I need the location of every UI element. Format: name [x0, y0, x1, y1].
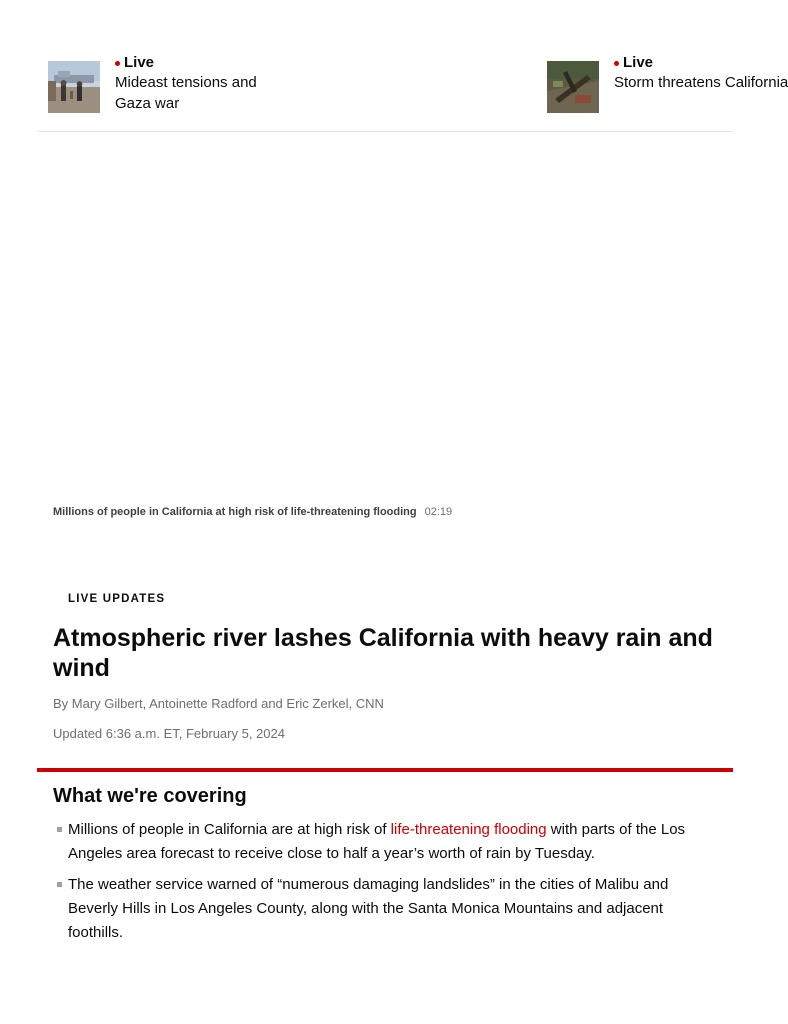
ticker-thumbnail-mideast: [48, 61, 100, 113]
covering-bullet: [57, 818, 717, 866]
ticker-item-storm[interactable]: [547, 54, 788, 113]
section-divider: [37, 768, 733, 772]
bullet-text: The weather service warned of “numerous damaging landslides” in the cities of Malibu and Beverly Hills in Los Angeles County, along with the Santa Monica Mountains and adjacent foothills.: [68, 876, 669, 941]
bullet-text-before: Millions of people in California are at high risk of: [68, 821, 391, 838]
live-badge: [115, 54, 285, 72]
page-title: Atmospheric river lashes California with heavy rain and wind: [53, 624, 713, 682]
covering-title: What we're covering: [53, 785, 247, 807]
byline: By Mary Gilbert, Antoinette Radford and Eric Zerkel, CNN: [53, 696, 384, 711]
updated-timestamp: Updated 6:36 a.m. ET, February 5, 2024: [53, 726, 285, 741]
live-dot-icon: [115, 61, 120, 66]
ticker-headline[interactable]: Mideast tensions and Gaza war: [115, 74, 257, 112]
live-ticker: [37, 40, 788, 132]
ticker-headline[interactable]: [614, 72, 788, 93]
video-player[interactable]: [37, 133, 733, 493]
video-caption-title: Millions of people in California at high risk of life-threatening flooding: [53, 506, 417, 518]
ticker-item-mideast[interactable]: [48, 54, 285, 114]
live-label: Live: [623, 54, 654, 71]
bullet-text-after: with parts of the Los Angeles area forecast to receive close to half a year’s worth of rain by Tuesday.: [68, 821, 686, 862]
flooding-link[interactable]: life-threatening flooding: [390, 821, 547, 838]
live-dot-icon: [614, 61, 619, 66]
covering-list: [57, 818, 717, 952]
video-caption: [53, 505, 452, 519]
ticker-headline-text: Storm threatens California: [614, 74, 788, 91]
ticker-thumbnail-storm: [547, 61, 599, 113]
live-badge: [614, 54, 744, 72]
video-duration: 02:19: [424, 506, 453, 518]
live-updates-kicker: LIVE UPDATES: [68, 593, 166, 605]
covering-bullet: [57, 873, 717, 945]
live-label: Live: [124, 54, 155, 71]
